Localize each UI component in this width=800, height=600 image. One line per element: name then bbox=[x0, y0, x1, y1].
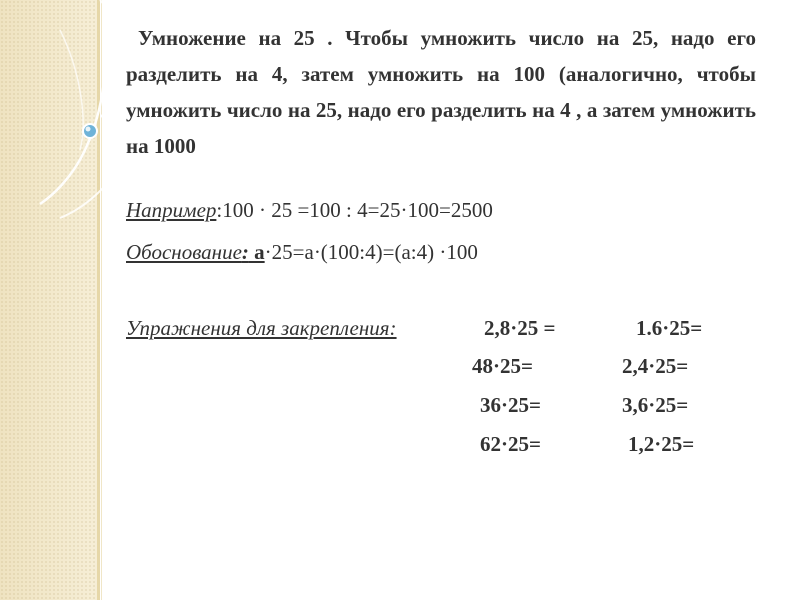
justification-label: Обоснование bbox=[126, 240, 242, 264]
slide-body bbox=[126, 20, 756, 164]
example-line bbox=[126, 198, 493, 223]
exercise-item: 2,8·25 = bbox=[484, 316, 556, 340]
exercise-item: 3,6·25= bbox=[622, 393, 689, 417]
justification-colon: : bbox=[241, 240, 249, 264]
example-label: Например bbox=[126, 198, 217, 222]
justification-text: ·25=а·(100:4)=(а:4) ·100 bbox=[264, 240, 478, 264]
rule-title: Умножение на 25 . bbox=[138, 26, 333, 50]
exercise-item: 1.6·25= bbox=[636, 316, 703, 340]
intro-paragraph bbox=[126, 20, 756, 164]
justification-var: а bbox=[248, 240, 265, 264]
rule-text: Чтобы умножить число на 25, надо его разделить на 4, затем умножить на 100 (аналогично, чтобы умножить число на 25, надо его разделить на 4 , а затем умножить на 1000 bbox=[126, 26, 756, 158]
exercise-item: 36·25= bbox=[480, 393, 541, 417]
exercise-item: 2,4·25= bbox=[622, 354, 689, 378]
exercises-label: Упражнения для закрепления: bbox=[126, 316, 397, 340]
exercise-item: 62·25= bbox=[480, 432, 541, 456]
example-text: :100 · 25 =100 : 4=25·100=2500 bbox=[216, 198, 493, 222]
blue-orb-icon bbox=[83, 124, 97, 138]
exercises-line bbox=[126, 316, 397, 341]
small-dot-icon bbox=[101, 114, 105, 118]
justification-line bbox=[126, 240, 478, 265]
exercise-item: 1,2·25= bbox=[628, 432, 695, 456]
exercise-item: 48·25= bbox=[472, 354, 533, 378]
